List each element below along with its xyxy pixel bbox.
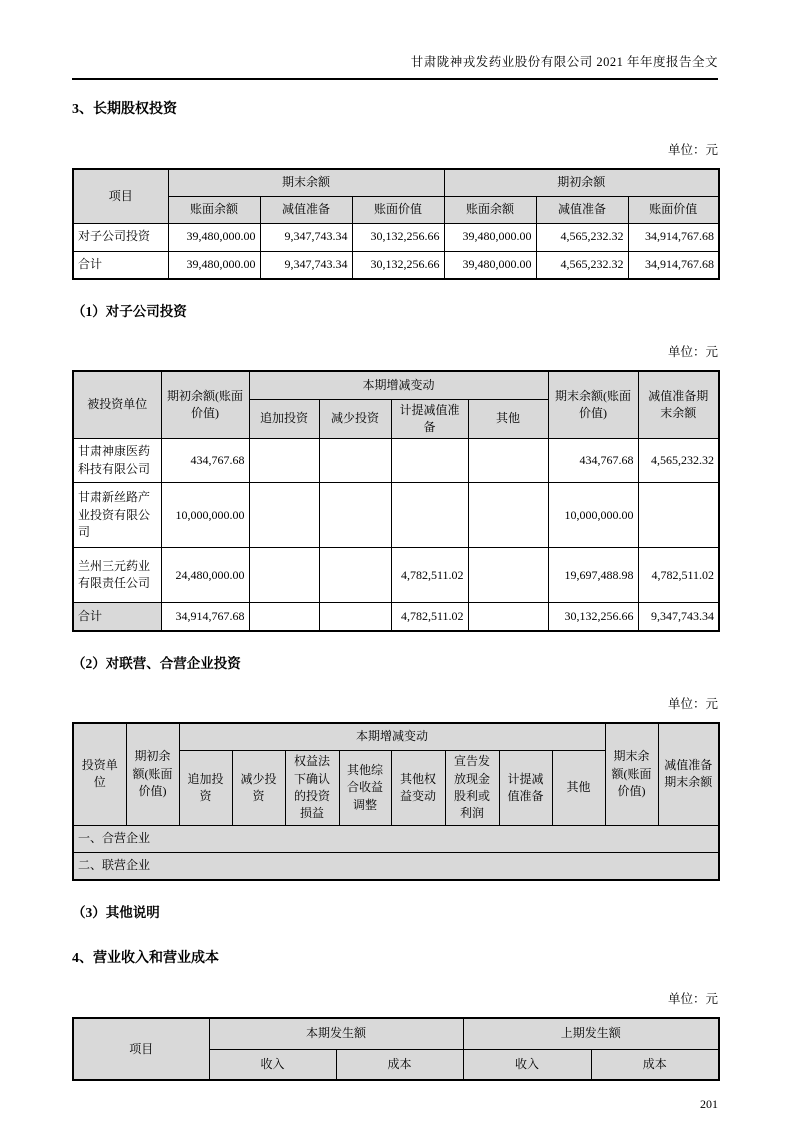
col-header-other: 其他 xyxy=(552,751,605,826)
cell-value xyxy=(319,603,391,631)
cell-value xyxy=(468,439,548,483)
row-label-total: 合计 xyxy=(73,603,161,631)
col-header-impairment: 减值准备 xyxy=(260,196,352,223)
cell-value: 34,914,767.68 xyxy=(161,603,249,631)
table-row-xinsilu xyxy=(73,483,719,548)
col-header-other-equity-change: 其他权益变动 xyxy=(391,751,445,826)
row-label-investee: 甘肃新丝路产业投资有限公司 xyxy=(73,483,161,548)
cell-value xyxy=(468,603,548,631)
unit-label: 单位：元 xyxy=(667,696,718,711)
cell-value: 30,132,256.66 xyxy=(548,603,638,631)
col-header-book-value: 账面价值 xyxy=(628,196,719,223)
col-header-item: 项目 xyxy=(73,1018,209,1080)
table-row-subsidiary-investment xyxy=(73,223,719,251)
unit-label: 单位：元 xyxy=(667,992,718,1007)
cell-value: 9,347,743.34 xyxy=(260,223,352,251)
col-header-item: 项目 xyxy=(73,169,168,223)
section-title-revenue-cost: 4、营业收入和营业成本 xyxy=(72,951,219,967)
sub-title-subsidiary-investment: （1）对子公司投资 xyxy=(72,304,187,319)
col-group-closing-balance: 期末余额 xyxy=(168,169,444,196)
revenue-cost-table xyxy=(72,1017,720,1081)
cell-value xyxy=(249,483,319,548)
cell-value: 9,347,743.34 xyxy=(260,251,352,279)
col-header-book-value: 账面价值 xyxy=(352,196,444,223)
col-header-book-balance: 账面余额 xyxy=(444,196,536,223)
col-header-revenue: 收入 xyxy=(209,1049,336,1080)
row-label-investee: 甘肃神康医药科技有限公司 xyxy=(73,439,161,483)
col-header-impairment-ending: 减值准备期末余额 xyxy=(658,723,719,826)
subsidiary-investment-table xyxy=(72,370,720,632)
cell-value xyxy=(249,603,319,631)
table-header-row xyxy=(73,1018,719,1049)
cell-value: 10,000,000.00 xyxy=(161,483,249,548)
cell-value: 39,480,000.00 xyxy=(168,223,260,251)
cell-value: 4,782,511.02 xyxy=(391,548,468,603)
cell-value xyxy=(468,483,548,548)
cell-value xyxy=(319,439,391,483)
cell-value: 4,782,511.02 xyxy=(391,603,468,631)
col-header-opening-book-value: 期初余额(账面价值) xyxy=(126,723,179,826)
section-title-longterm-equity: 3、长期股权投资 xyxy=(72,102,177,117)
table-row-shenkang xyxy=(73,439,719,483)
col-group-prior-period: 上期发生额 xyxy=(463,1018,719,1049)
col-header-additional-investment: 追加投资 xyxy=(179,751,232,826)
row-label-joint-ventures: 一、合营企业 xyxy=(73,825,719,852)
table-row-joint-ventures xyxy=(73,825,719,852)
cell-value xyxy=(391,439,468,483)
col-header-closing-book-value: 期末余额(账面价值) xyxy=(605,723,658,826)
cell-value xyxy=(391,483,468,548)
cell-value: 24,480,000.00 xyxy=(161,548,249,603)
table-row-total xyxy=(73,251,719,279)
table-header-row xyxy=(73,371,719,399)
unit-label: 单位：元 xyxy=(667,143,718,157)
col-header-impairment-ending: 减值准备期末余额 xyxy=(638,371,719,439)
cell-value: 4,565,232.32 xyxy=(638,439,719,483)
cell-value xyxy=(638,483,719,548)
col-header-oci-adjustment: 其他综合收益调整 xyxy=(339,751,391,826)
col-header-opening-book-value: 期初余额(账面价值) xyxy=(161,371,249,439)
col-header-cost: 成本 xyxy=(336,1049,463,1080)
col-group-current-period: 本期发生额 xyxy=(209,1018,463,1049)
cell-value: 34,914,767.68 xyxy=(628,223,719,251)
cell-value: 39,480,000.00 xyxy=(168,251,260,279)
col-header-declared-dividend: 宣告发放现金股利或利润 xyxy=(445,751,499,826)
col-header-reduced-investment: 减少投资 xyxy=(232,751,285,826)
cell-value xyxy=(319,483,391,548)
cell-value xyxy=(249,548,319,603)
cell-value: 39,480,000.00 xyxy=(444,251,536,279)
cell-value: 434,767.68 xyxy=(548,439,638,483)
table-subheader-row xyxy=(73,196,719,223)
col-group-period-change: 本期增减变动 xyxy=(249,371,548,399)
doc-header-title: 甘肃陇神戎发药业股份有限公司 2021 年年度报告全文 xyxy=(72,0,718,80)
col-group-period-change: 本期增减变动 xyxy=(179,723,605,751)
cell-value: 30,132,256.66 xyxy=(352,251,444,279)
col-header-impairment-provision: 计提减值准备 xyxy=(391,399,468,439)
row-label-total: 合计 xyxy=(73,251,168,279)
col-header-other: 其他 xyxy=(468,399,548,439)
col-header-closing-book-value: 期末余额(账面价值) xyxy=(548,371,638,439)
table-header-row xyxy=(73,723,719,751)
table-row-associates xyxy=(73,852,719,880)
col-header-impairment-provision: 计提减值准备 xyxy=(499,751,552,826)
cell-value xyxy=(319,548,391,603)
cell-value: 30,132,256.66 xyxy=(352,223,444,251)
col-header-investee: 被投资单位 xyxy=(73,371,161,439)
cell-value xyxy=(249,439,319,483)
table-row-total xyxy=(73,603,719,631)
row-label: 对子公司投资 xyxy=(73,223,168,251)
col-header-impairment: 减值准备 xyxy=(536,196,628,223)
unit-label: 单位：元 xyxy=(667,345,718,359)
col-header-investor: 投资单位 xyxy=(73,723,126,826)
cell-value xyxy=(468,548,548,603)
sub-title-joint-venture-investment: （2）对联营、合营企业投资 xyxy=(72,655,241,671)
sub-title-other-notes: （3）其他说明 xyxy=(72,905,160,921)
row-label-associates: 二、联营企业 xyxy=(73,852,719,880)
cell-value: 10,000,000.00 xyxy=(548,483,638,548)
longterm-equity-summary-table xyxy=(72,168,720,280)
cell-value: 4,782,511.02 xyxy=(638,548,719,603)
col-header-book-balance: 账面余额 xyxy=(168,196,260,223)
cell-value: 4,565,232.32 xyxy=(536,251,628,279)
cell-value: 19,697,488.98 xyxy=(548,548,638,603)
col-header-additional-investment: 追加投资 xyxy=(249,399,319,439)
table-row-sanyuan xyxy=(73,548,719,603)
joint-venture-investment-table xyxy=(72,722,720,882)
cell-value: 4,565,232.32 xyxy=(536,223,628,251)
row-label-investee: 兰州三元药业有限责任公司 xyxy=(73,548,161,603)
col-group-opening-balance: 期初余额 xyxy=(444,169,719,196)
cell-value: 39,480,000.00 xyxy=(444,223,536,251)
cell-value: 34,914,767.68 xyxy=(628,251,719,279)
table-header-row xyxy=(73,169,719,196)
cell-value: 9,347,743.34 xyxy=(638,603,719,631)
col-header-cost: 成本 xyxy=(591,1049,719,1080)
col-header-reduced-investment: 减少投资 xyxy=(319,399,391,439)
cell-value: 434,767.68 xyxy=(161,439,249,483)
page-number: 201 xyxy=(700,1097,718,1112)
col-header-equity-method-pnl: 权益法下确认的投资损益 xyxy=(285,751,339,826)
col-header-revenue: 收入 xyxy=(463,1049,591,1080)
